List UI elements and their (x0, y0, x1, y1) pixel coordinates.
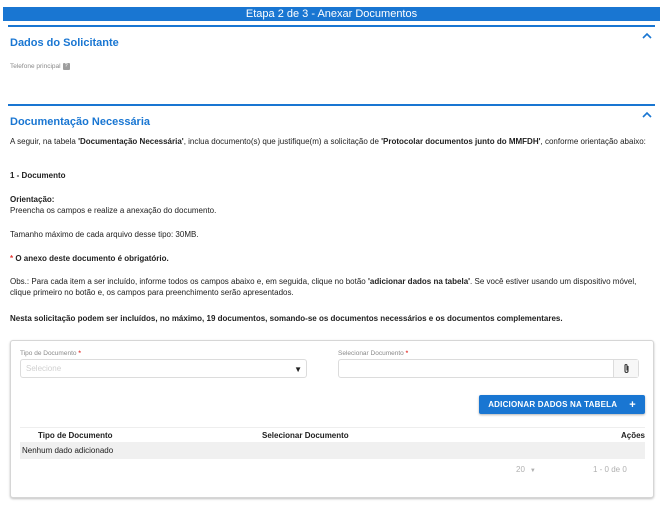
doc-heading: 1 - Documento (10, 171, 66, 180)
doc-type-placeholder: Selecione (26, 364, 62, 373)
required-star: * (10, 254, 14, 263)
table-pagination (20, 459, 645, 479)
help-icon[interactable]: ? (64, 63, 68, 69)
step-title: Etapa 2 de 3 - Anexar Documentos (245, 8, 418, 20)
doc-type-select[interactable] (20, 359, 307, 378)
section-divider (8, 25, 655, 27)
document-form-card (10, 340, 654, 498)
phone-label (10, 63, 70, 70)
chevron-up-icon[interactable] (641, 111, 653, 121)
table-empty-row: Nenhum dado adicionado (20, 442, 645, 459)
section-divider (8, 104, 655, 106)
column-header-doc-type[interactable]: Tipo de Documento (38, 431, 113, 440)
section-title: Dados do Solicitante (10, 37, 119, 49)
section-title: Documentação Necessária (10, 116, 151, 128)
add-to-table-button[interactable] (479, 395, 645, 414)
doc-type-label: Tipo de Documento * (20, 350, 81, 357)
page-size-value: 20 (516, 465, 525, 474)
orientation-label: Orientação: (10, 195, 55, 204)
intro-text: A seguir, na tabela 'Documentação Necessária', inclua documento(s) que justifique(m) a solicitação de 'Protocolar documentos junto do MMFDH', conforme orientação abaixo: (10, 137, 646, 146)
add-button-label: ADICIONAR DADOS NA TABELA (488, 400, 618, 409)
required-notice (10, 253, 169, 264)
attach-button[interactable] (613, 360, 638, 377)
table-header (20, 427, 645, 442)
dropdown-caret-icon: ▼ (294, 365, 302, 374)
plus-icon: + (629, 398, 636, 411)
chevron-up-icon[interactable] (641, 32, 653, 42)
file-label: Selecionar Documento * (338, 350, 409, 357)
required-text: O anexo deste documento é obrigatório. (15, 254, 169, 263)
max-size-text: Tamanho máximo de cada arquivo desse tipo: 30MB. (10, 230, 199, 239)
documents-table (20, 427, 645, 479)
column-header-select-doc[interactable]: Selecionar Documento (262, 431, 349, 440)
paperclip-icon (623, 363, 630, 374)
orientation-text: Preencha os campos e realize a anexação do documento. (10, 206, 217, 215)
obs-text: Obs.: Para cada item a ser incluído, informe todos os campos abaixo e, em seguida, clique no botão 'adicionar dados na tabela'. Se você estiver usando um dispositivo móvel, clique primeiro no botão e, os campos para preenchimento serão apresentados. (10, 277, 637, 297)
phone-label-text: Telefone principal (10, 63, 61, 71)
section-required-docs (8, 104, 655, 134)
dropdown-caret-icon: ▼ (529, 468, 536, 474)
file-input[interactable] (338, 359, 639, 378)
step-progress-bar (3, 7, 660, 21)
column-header-actions: Ações (620, 431, 645, 440)
section-requester-data (8, 25, 655, 85)
page-range: 1 - 0 de 0 (593, 465, 627, 474)
limit-note: Nesta solicitação podem ser incluídos, no máximo, 19 documentos, somando-se os documentos necessários e os documentos complementares. (10, 314, 563, 323)
page-size-select[interactable] (516, 465, 536, 474)
